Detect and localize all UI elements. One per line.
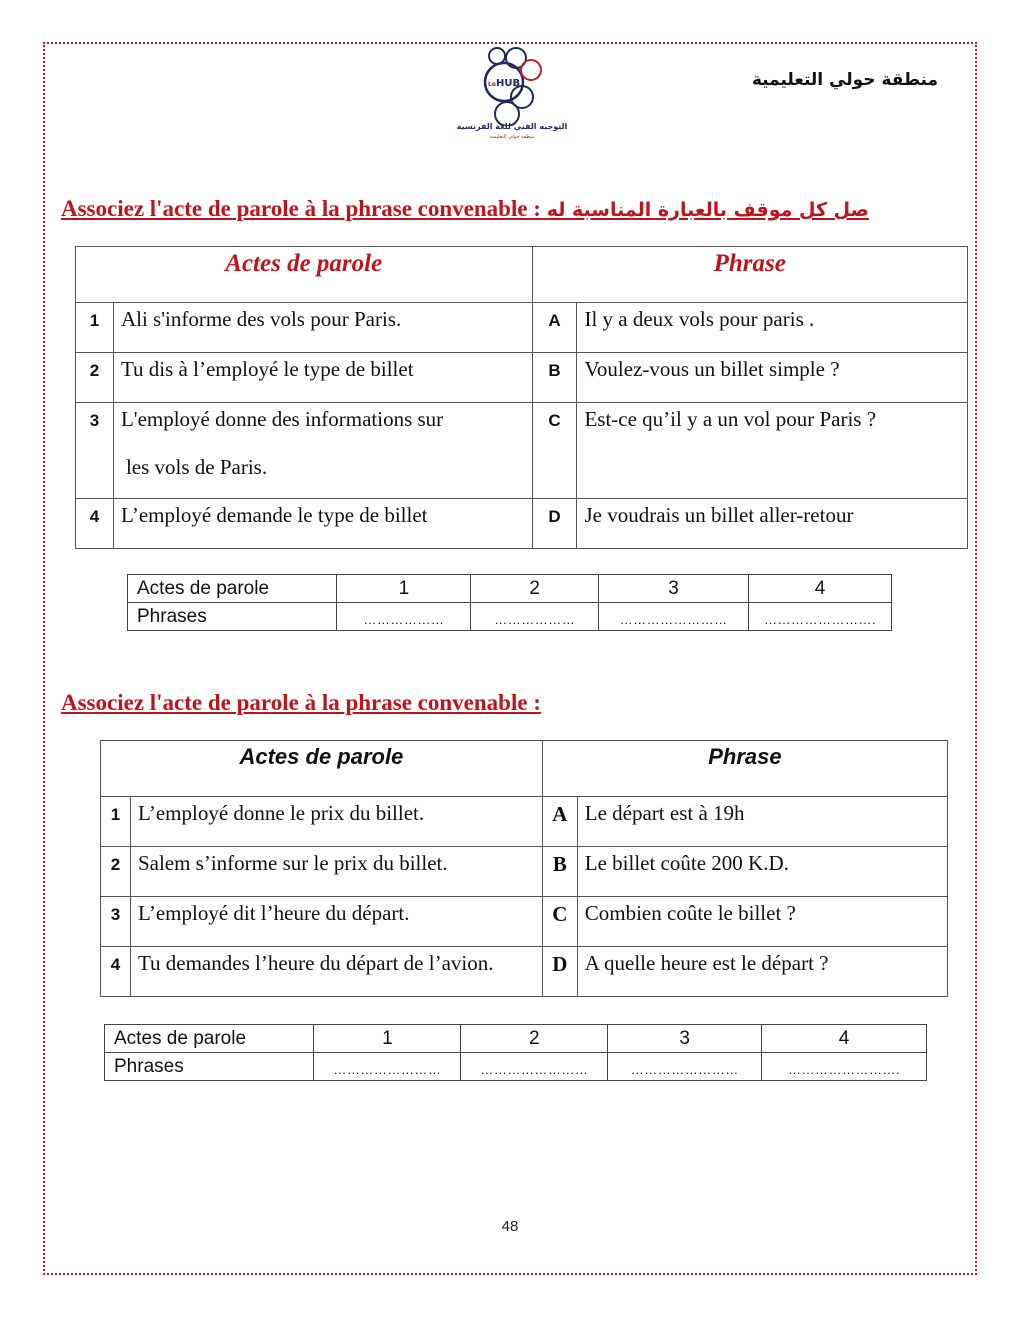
svg-text:Le: Le xyxy=(488,81,496,88)
region-label: منطقة حولي التعليمية xyxy=(751,70,938,90)
answer-grid-blanks-row xyxy=(128,603,892,631)
row-label-phrases: Phrases xyxy=(105,1053,314,1081)
number-cell: 4 xyxy=(749,575,892,603)
table-row xyxy=(101,947,948,997)
row-number: 1 xyxy=(76,303,114,353)
exercise1-matching-table xyxy=(75,246,968,549)
exercise1-answer-grid xyxy=(127,574,892,631)
answer-blank[interactable]: ……………………. xyxy=(749,603,892,631)
row-letter: A xyxy=(532,303,577,353)
row-number: 3 xyxy=(76,403,114,499)
table-header-row xyxy=(76,247,968,303)
row-letter: C xyxy=(532,403,577,499)
acte-text-line1: L'employé donne des informations sur xyxy=(120,407,444,431)
number-cell: 4 xyxy=(762,1025,927,1053)
column-header-phrase: Phrase xyxy=(542,741,947,797)
phrase-text: Le billet coûte 200 K.D. xyxy=(577,847,947,897)
acte-text-line2: les vols de Paris. xyxy=(125,455,268,479)
exercise2-answer-grid xyxy=(104,1024,927,1081)
number-cell: 1 xyxy=(337,575,471,603)
answer-blank[interactable]: ……………… xyxy=(337,603,471,631)
page-number: 48 xyxy=(501,1218,519,1235)
exercise2-heading: Associez l'acte de parole à la phrase convenable : xyxy=(61,690,541,715)
phrase-text: Voulez-vous un billet simple ? xyxy=(577,353,968,403)
row-number: 3 xyxy=(101,897,131,947)
table-row xyxy=(76,403,968,499)
table-row xyxy=(101,797,948,847)
answer-blank[interactable]: …………………… xyxy=(599,603,749,631)
row-letter: B xyxy=(532,353,577,403)
acte-text: L’employé demande le type de billet xyxy=(113,499,532,549)
row-letter: C xyxy=(542,897,577,947)
column-header-phrase: Phrase xyxy=(532,247,968,303)
row-letter: D xyxy=(542,947,577,997)
acte-text: L’employé donne le prix du billet. xyxy=(130,797,542,847)
number-cell: 2 xyxy=(461,1025,608,1053)
exercise2-matching-table xyxy=(100,740,948,997)
row-number: 4 xyxy=(101,947,131,997)
svg-text:HUB: HUB xyxy=(496,78,521,89)
le-hub-logo xyxy=(452,46,572,146)
acte-text: Tu dis à l’employé le type de billet xyxy=(113,353,532,403)
phrase-text: A quelle heure est le départ ? xyxy=(577,947,947,997)
exercise1-heading-fr: Associez l'acte de parole à la phrase convenable : xyxy=(61,196,541,221)
acte-text: Ali s'informe des vols pour Paris. xyxy=(113,303,532,353)
column-header-actes: Actes de parole xyxy=(76,247,533,303)
row-letter: A xyxy=(542,797,577,847)
exercise1-heading xyxy=(61,196,869,222)
row-label-actes: Actes de parole xyxy=(128,575,337,603)
row-label-actes: Actes de parole xyxy=(105,1025,314,1053)
number-cell: 3 xyxy=(599,575,749,603)
logo-caption: التوجيه الفني للغة الفرنسية xyxy=(456,122,568,131)
table-row xyxy=(101,897,948,947)
answer-blank[interactable]: …………………… xyxy=(461,1053,608,1081)
phrase-text: Le départ est à 19h xyxy=(577,797,947,847)
answer-grid-blanks-row xyxy=(105,1053,927,1081)
table-header-row xyxy=(101,741,948,797)
phrase-text: Je voudrais un billet aller-retour xyxy=(577,499,968,549)
page-decorative-border xyxy=(43,42,977,1275)
acte-text xyxy=(113,403,532,499)
row-number: 2 xyxy=(76,353,114,403)
column-header-actes: Actes de parole xyxy=(101,741,543,797)
acte-text: L’employé dit l’heure du départ. xyxy=(130,897,542,947)
phrase-text: Il y a deux vols pour paris . xyxy=(577,303,968,353)
row-label-phrases: Phrases xyxy=(128,603,337,631)
phrase-text: Est-ce qu’il y a un vol pour Paris ? xyxy=(577,403,968,499)
number-cell: 1 xyxy=(314,1025,461,1053)
table-row xyxy=(76,353,968,403)
table-row xyxy=(76,499,968,549)
answer-blank[interactable]: …………………… xyxy=(314,1053,461,1081)
row-number: 2 xyxy=(101,847,131,897)
bubbles-logo-icon xyxy=(452,46,572,126)
number-cell: 2 xyxy=(471,575,599,603)
acte-text: Salem s’informe sur le prix du billet. xyxy=(130,847,542,897)
table-row xyxy=(76,303,968,353)
row-letter: D xyxy=(532,499,577,549)
exercise1-heading-ar: صل كل موقف بالعبارة المناسبة له xyxy=(546,199,869,221)
logo-subcaption: منطقة حولي التعليمية xyxy=(489,134,535,140)
table-row xyxy=(101,847,948,897)
row-number: 4 xyxy=(76,499,114,549)
answer-grid-numbers-row xyxy=(105,1025,927,1053)
row-number: 1 xyxy=(101,797,131,847)
row-letter: B xyxy=(542,847,577,897)
answer-blank[interactable]: ……………………. xyxy=(762,1053,927,1081)
phrase-text: Combien coûte le billet ? xyxy=(577,897,947,947)
answer-grid-numbers-row xyxy=(128,575,892,603)
number-cell: 3 xyxy=(608,1025,762,1053)
acte-text: Tu demandes l’heure du départ de l’avion. xyxy=(130,947,542,997)
answer-blank[interactable]: ……………… xyxy=(471,603,599,631)
answer-blank[interactable]: …………………… xyxy=(608,1053,762,1081)
